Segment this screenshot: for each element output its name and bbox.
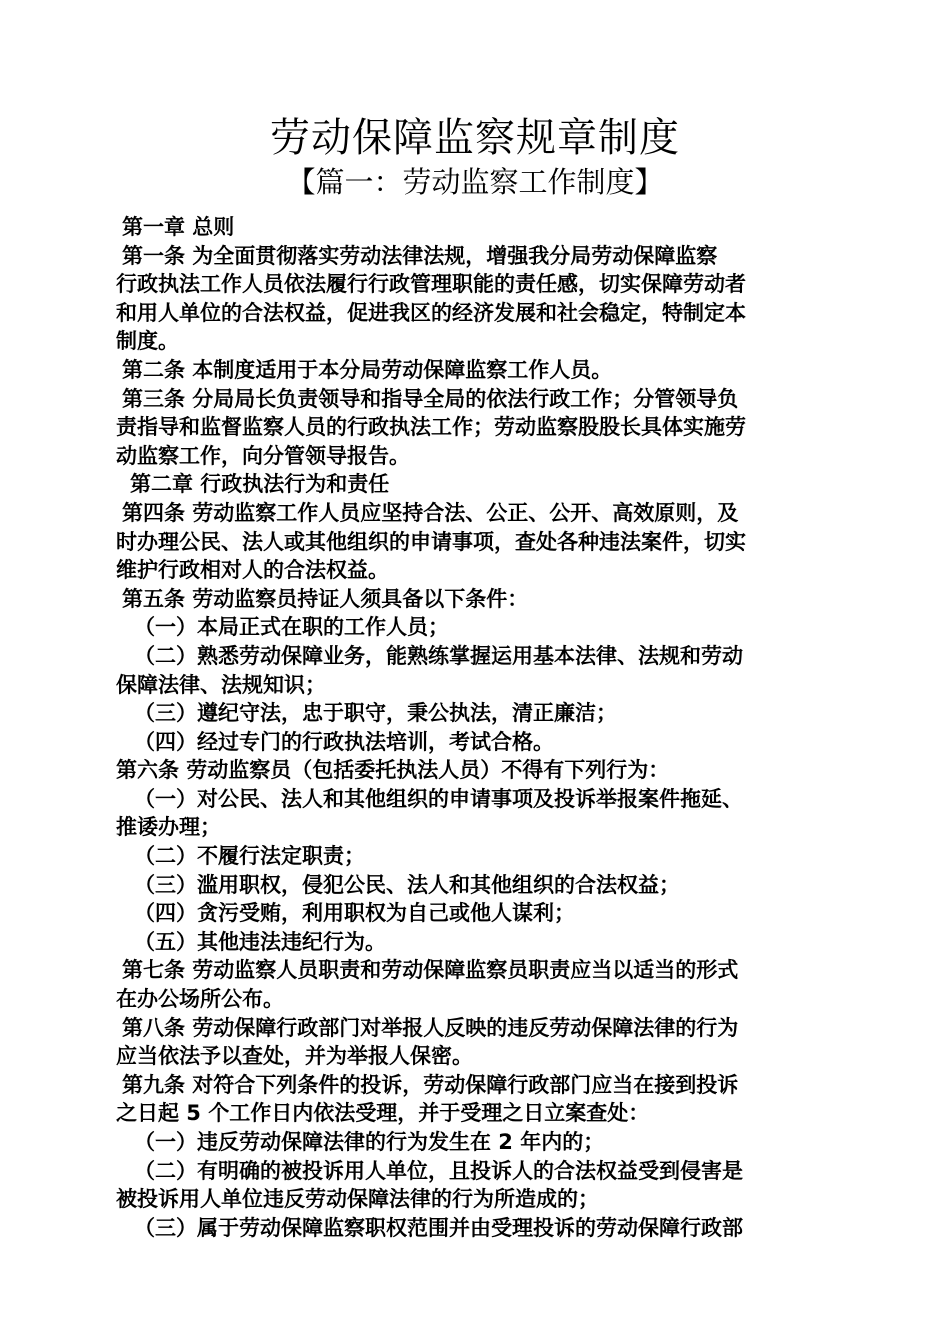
body-line: （一）本局正式在职的工作人员； [134, 615, 449, 640]
body-line: 责指导和监督监察人员的行政执法工作；劳动监察股股长具体实施劳 [116, 415, 746, 440]
body-line: （一）对公民、法人和其他组织的申请事项及投诉举报案件拖延、 [134, 786, 743, 811]
body-line: 第九条 对符合下列条件的投诉，劳动保障行政部门应当在接到投诉 [122, 1072, 739, 1097]
body-line: 第三条 分局局长负责领导和指导全局的依法行政工作；分管领导负 [122, 386, 739, 411]
body-line: （四）经过专门的行政执法培训，考试合格。 [134, 729, 554, 754]
body-line: 应当依法予以查处，并为举报人保密。 [116, 1044, 473, 1069]
document-body [116, 213, 836, 1242]
body-line: 动监察工作，向分管领导报告。 [116, 443, 410, 468]
body-line: （二）不履行法定职责； [134, 844, 365, 869]
body-line: 第六条 劳动监察员（包括委托执法人员）不得有下列行为： [116, 758, 670, 783]
body-line: （二）熟悉劳动保障业务，能熟练掌握运用基本法律、法规和劳动 [134, 643, 743, 668]
body-line: （三）滥用职权，侵犯公民、法人和其他组织的合法权益； [134, 872, 680, 897]
body-line: 第二条 本制度适用于本分局劳动保障监察工作人员。 [122, 357, 613, 382]
body-line: 第八条 劳动保障行政部门对举报人反映的违反劳动保障法律的行为 [122, 1015, 739, 1040]
body-line: 第二章 行政执法行为和责任 [130, 472, 390, 497]
body-line: 第四条 劳动监察工作人员应坚持合法、公正、公开、高效原则，及 [122, 500, 739, 525]
body-line: 第一章 总则 [122, 215, 235, 239]
body-line: （一）违反劳动保障法律的行为发生在 2 年内的； [134, 1130, 605, 1154]
body-line: （四）贪污受贿，利用职权为自己或他人谋利； [134, 901, 575, 926]
body-line: 推诿办理； [116, 815, 221, 840]
body-line: 和用人单位的合法权益，促进我区的经济发展和社会稳定，特制定本 [116, 300, 746, 325]
body-line: （三）属于劳动保障监察职权范围并由受理投诉的劳动保障行政部 [134, 1215, 743, 1240]
body-line: （三）遵纪守法，忠于职守，秉公执法，清正廉洁； [134, 701, 617, 726]
body-line: 被投诉用人单位违反劳动保障法律的行为所造成的； [116, 1187, 599, 1212]
body-line: 行政执法工作人员依法履行行政管理职能的责任感，切实保障劳动者 [116, 272, 746, 297]
document-subtitle: 【篇一：劳动监察工作制度】 [286, 165, 664, 199]
body-line: 制度。 [116, 329, 179, 354]
body-line: 之日起 5 个工作日内依法受理，并于受理之日立案查处： [116, 1101, 650, 1126]
body-line: 第七条 劳动监察人员职责和劳动保障监察员职责应当以适当的形式 [122, 958, 739, 983]
body-line: 第五条 劳动监察员持证人须具备以下条件： [122, 586, 529, 611]
body-line: 维护行政相对人的合法权益。 [116, 558, 389, 583]
body-line: （五）其他违法违纪行为。 [134, 929, 386, 954]
body-line: 第一条 为全面贯彻落实劳动法律法规，增强我分局劳动保障监察 [122, 243, 718, 268]
body-line: 在办公场所公布。 [116, 987, 284, 1012]
body-line: 时办理公民、法人或其他组织的申请事项，查处各种违法案件，切实 [116, 529, 746, 554]
body-line: （二）有明确的被投诉用人单位，且投诉人的合法权益受到侵害是 [134, 1158, 743, 1183]
document-title: 劳动保障监察规章制度 [270, 115, 680, 161]
body-line: 保障法律、法规知识； [116, 672, 326, 697]
